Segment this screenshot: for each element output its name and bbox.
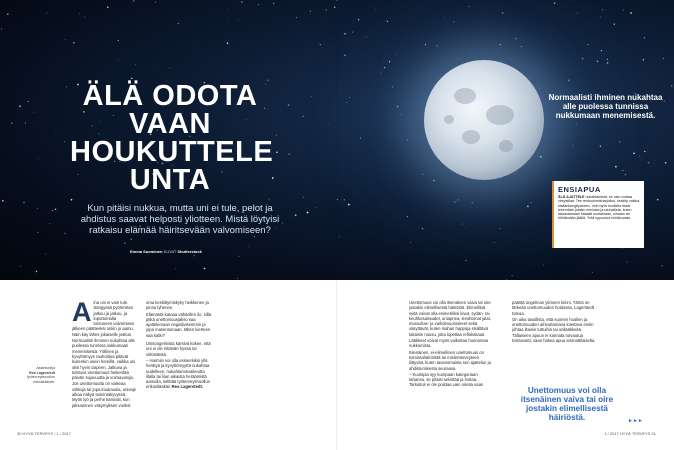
star	[131, 78, 132, 79]
star	[273, 3, 274, 4]
body-column-3	[409, 300, 493, 389]
star	[356, 195, 357, 196]
star	[654, 161, 655, 162]
star	[64, 142, 65, 143]
star	[155, 2, 156, 3]
star	[49, 223, 50, 224]
star	[344, 55, 346, 57]
caption-label: Asiantuntija	[36, 366, 55, 370]
star	[396, 55, 397, 56]
star	[454, 201, 456, 203]
star	[19, 105, 21, 107]
star	[307, 212, 309, 214]
star	[36, 271, 37, 272]
star	[644, 151, 645, 152]
star	[664, 100, 665, 101]
star	[384, 67, 385, 68]
star	[444, 16, 445, 17]
star	[539, 87, 540, 88]
star	[543, 265, 544, 266]
star	[614, 23, 615, 24]
star	[7, 14, 8, 15]
paragraph: Elämästä katoaa vähitellen ilo, sillä pitkä unettomuusjakso saa ajattelemaan negatiivisemmin ja jopa masentumaan. Miten kierteen saa katki?	[146, 311, 211, 338]
star	[657, 199, 659, 201]
star	[288, 104, 290, 106]
body-column-4	[512, 300, 600, 344]
star	[23, 202, 24, 203]
star	[400, 114, 401, 115]
star	[577, 13, 578, 14]
star	[627, 262, 628, 263]
star	[665, 162, 667, 164]
star	[648, 162, 650, 164]
star	[56, 135, 57, 136]
star	[1, 29, 2, 30]
star	[84, 17, 85, 18]
star	[437, 45, 438, 46]
star	[576, 124, 577, 125]
star	[590, 56, 591, 57]
star	[276, 135, 277, 136]
star	[512, 275, 513, 276]
star	[169, 67, 170, 68]
star	[500, 44, 501, 45]
star	[267, 79, 269, 81]
caption-role: työterveyshuollon erikoislääkäri.	[27, 375, 55, 384]
star	[238, 20, 239, 21]
star	[381, 73, 382, 74]
star	[272, 177, 274, 179]
star	[387, 21, 388, 22]
star	[20, 266, 21, 267]
byline-photo-label: KUVAT	[163, 249, 177, 254]
star	[276, 152, 278, 154]
byline	[130, 249, 202, 254]
first-aid-lead: ÄLÄ AJATTELE	[558, 195, 585, 199]
star	[194, 255, 195, 256]
byline-photo-credit: Shutterstock	[177, 249, 202, 254]
star	[457, 199, 459, 201]
star	[303, 116, 304, 117]
paragraph: Itsenäinen, ei-elimellinen unettomuus on toimintahäiriöistä tai mielenterveyteen liittyvää, kuten tavanomaista sen ajattelun ja ahdistumisesta seuraava.	[409, 349, 491, 371]
first-aid-title: ENSIAPUA	[558, 185, 601, 194]
star	[433, 180, 435, 182]
star	[641, 158, 642, 159]
pullquote-bottom: Unettomuus voi olla itsenäinen vaiva tai oire jostakin elimellisestä häiriöstä.	[520, 386, 614, 422]
star	[510, 255, 511, 256]
star	[554, 3, 555, 4]
headline-line-3: HOUKUTTELE	[70, 136, 274, 168]
star	[515, 38, 517, 40]
article-lede: Kun pitäisi nukkua, mutta uni ei tule, pelot ja ahdistus saavat helposti yliotteen. Mistä löytyisi ratkaisu elämää häiritsevään valvomiseen?	[80, 203, 280, 236]
star	[310, 11, 311, 12]
first-aid-text: nukahtamista, se vain nostaa vireystilaa. Tee rentoutumisharjoitus, keskity vaikka sisäänhengitykseen. Voit myös kuvitella itsesi tekemään jotakin mielusta ja rauhallista, kuten tarkastamaan hitaasti soutamaan, uimaan tai hiihtämään jäällä. Yritä uppoutua mielikuvaan.	[558, 195, 640, 221]
star	[582, 58, 584, 60]
star	[622, 170, 623, 171]
star	[602, 9, 603, 10]
star	[572, 145, 573, 146]
star	[422, 228, 423, 229]
star	[607, 62, 608, 63]
star	[66, 86, 67, 87]
star	[204, 268, 206, 270]
star	[349, 97, 350, 98]
star	[2, 200, 4, 202]
star	[644, 37, 645, 38]
star	[494, 242, 495, 243]
star	[663, 58, 664, 59]
star	[28, 101, 29, 102]
star	[45, 254, 46, 255]
paragraph: ina uni ei vain tule. Sängyssä pyörimisen jatkuu ja jatkuu, ja loputtomalta tuntuneen valvomisen jälkeen päätteeksi onkin jo aamu. Näin käy lähes jokaiselle joskus.	[72, 300, 135, 337]
continue-arrows-icon: ►►►	[628, 418, 643, 424]
star	[506, 279, 507, 280]
star	[453, 21, 454, 22]
star	[130, 239, 132, 241]
star	[407, 216, 408, 217]
star	[303, 197, 304, 198]
paragraph: Lääkkeet voivat myös vaikuttaa huonontaa nukkumista.	[409, 338, 489, 349]
body-column-2	[146, 300, 212, 391]
star	[600, 17, 601, 18]
paragraph	[146, 358, 212, 390]
footer-right: 1 / 2017 HYVÄ TERVEYS 31	[604, 431, 656, 436]
star	[296, 17, 297, 18]
headline-line-2: VAAN	[128, 108, 212, 140]
pullquote-top: Normaalisti ihminen nukahtaa alle puolessa tunnissa nukkumaan menemisestä.	[548, 93, 663, 120]
star	[133, 0, 134, 1]
star	[339, 236, 340, 237]
star	[607, 59, 608, 60]
star	[468, 6, 469, 7]
star	[239, 256, 240, 257]
star	[73, 42, 75, 44]
star	[630, 12, 632, 14]
star	[615, 166, 617, 168]
star	[344, 33, 346, 35]
paragraph: päästä ongelman ytimeen kiinni. Tämä on tärkeää unettomuuden hoidossa, Lagerstedt toteaa.	[512, 300, 594, 316]
star	[65, 39, 66, 40]
star	[513, 59, 514, 60]
star	[410, 242, 411, 243]
star	[241, 1, 242, 2]
star	[462, 224, 463, 225]
star	[71, 199, 73, 201]
star	[346, 102, 347, 103]
star	[64, 233, 66, 235]
star	[568, 80, 570, 82]
star	[521, 46, 522, 47]
paragraph: Jos unettomuutta on vaikeaa viikkoja tai jopa kuukausia, univaje alkaa näkyä toimintakyvyssä. Myös työ ja perhe kärsivät, kun jaksaminen väsymyksen vuoksi	[72, 381, 137, 408]
star	[196, 44, 197, 45]
star	[124, 242, 126, 244]
star	[258, 4, 259, 5]
star	[52, 210, 53, 211]
page-gutter	[336, 0, 338, 450]
star	[366, 37, 367, 38]
star	[619, 141, 620, 142]
star	[643, 59, 644, 60]
star	[175, 269, 176, 270]
first-aid-box	[552, 181, 644, 248]
star	[601, 50, 602, 51]
star	[282, 223, 283, 224]
caption-name: Rea Lagerstedt	[29, 370, 55, 375]
star	[360, 138, 361, 139]
byline-author: Emma Suominen	[130, 249, 163, 254]
article-headline	[70, 80, 274, 196]
star	[422, 174, 423, 175]
paragraph: Unettomuus voi olla itsenäinen vaiva tai oire jostakin elimellisestä häiriöstä. Elimellisiä syitä voivat olla esimerkiksi kivut, sydän- tai keuhkosairaudet, uniapnea, levottomat jalat, eturauhas- ja vaihdevuosioireet sekä väsyttävät, kuten mahan happoja sisältävä takaisin nousu, joka lopettaa refluksitauti.	[409, 300, 491, 337]
body-column-1	[72, 297, 137, 409]
star	[25, 123, 26, 124]
star	[456, 260, 457, 261]
star	[11, 123, 12, 124]
star	[316, 207, 317, 208]
full-moon-image	[424, 60, 544, 180]
star	[527, 206, 529, 208]
star	[633, 152, 635, 154]
star	[323, 9, 324, 10]
star	[639, 156, 640, 157]
star	[500, 228, 501, 229]
star	[79, 13, 80, 14]
star	[375, 9, 376, 10]
star	[592, 272, 593, 273]
star	[33, 112, 34, 113]
star	[409, 154, 410, 155]
star	[38, 232, 39, 233]
star	[326, 10, 327, 11]
star	[577, 179, 578, 180]
star	[502, 12, 503, 13]
star	[348, 204, 350, 206]
star	[407, 139, 408, 140]
star	[178, 23, 179, 24]
star	[55, 208, 57, 210]
expert-name: Rea Lagerstedt.	[171, 384, 204, 390]
paragraph: oma keskittymiskyky heikkenee ja pinna lyhenee.	[146, 300, 209, 311]
star	[358, 19, 360, 21]
star	[396, 187, 397, 188]
star	[661, 265, 663, 267]
star	[600, 145, 601, 146]
star	[46, 13, 47, 14]
star	[37, 208, 38, 209]
star	[311, 96, 312, 97]
star	[466, 228, 467, 229]
star	[228, 9, 229, 10]
headline-line-4: UNTA	[129, 164, 211, 196]
star	[466, 260, 467, 261]
star	[118, 59, 119, 60]
star	[425, 44, 426, 45]
star	[237, 278, 238, 279]
star	[107, 6, 109, 8]
star	[622, 248, 623, 249]
star	[289, 153, 290, 154]
star	[295, 214, 297, 216]
star	[227, 42, 228, 43]
footer-left: 30 HYVÄ TERVEYS / 1 / 2017	[17, 431, 71, 436]
star	[135, 64, 136, 65]
star	[38, 158, 39, 159]
star	[588, 44, 589, 45]
headline-line-1: ÄLÄ ODOTA	[82, 80, 258, 112]
star	[229, 17, 230, 18]
star	[573, 0, 574, 1]
drop-cap: A	[72, 297, 92, 327]
star	[248, 246, 249, 247]
quote-text: – Harmiin voi olla esimerkiksi yllä herätyä ja kyvyttömyyttä nukahtaa uudelleen, nukahtamisvaikeutta illalla tai liian aikaista heräämistä aamulla, selittää työterveyshuollon erikoislääkäri	[146, 357, 211, 390]
star	[389, 61, 390, 62]
star	[597, 60, 599, 62]
star	[352, 32, 353, 33]
star	[625, 174, 626, 175]
paragraph: On aika tavallista, että suorien huolien ja unettomuuden aiheuttamana koettava ensin johtaa iltaisin tuttuihin tai unilääkkeitä. Tällaiseen apuun ei kannata turvautua toistuvasti, vaan hakea apua ammattilaiselta.	[512, 316, 596, 344]
paragraph: Normaalisti ihminen nukahtaa alle puolessa tunnissa nukkumaan menemisestä. Yöllinen ja kyvyttömyys rauhoittua pitävät kuitenkin usein hereillä, vaikka uni olisi hyvin tarpeen. Jatkuva ja toistuva unettomuus heikentää päivän sujuvuutta ja voimavaroja.	[72, 338, 136, 381]
star	[118, 40, 119, 41]
star	[397, 106, 399, 108]
paragraph: Unisongelmista kärsivä kokee, että uni ei ole riittävän hyvää tai virkistävää.	[146, 341, 211, 357]
star	[471, 202, 473, 204]
star	[269, 199, 270, 200]
star	[623, 10, 624, 11]
first-aid-body	[558, 195, 640, 221]
star	[329, 123, 330, 124]
star	[540, 156, 542, 158]
star	[344, 199, 345, 200]
star	[421, 112, 422, 113]
star	[421, 164, 422, 165]
star	[392, 86, 393, 87]
star	[254, 236, 255, 237]
paragraph: – Kuulopia syy kumpaan kategoriaan tahansa, se pitäisi selvittää ja hoitaa. Tarkoitus ei ole poistaa vain oireita vaan	[409, 371, 484, 388]
star	[671, 85, 672, 86]
star	[531, 202, 532, 203]
expert-caption	[17, 366, 55, 384]
star	[320, 44, 321, 45]
